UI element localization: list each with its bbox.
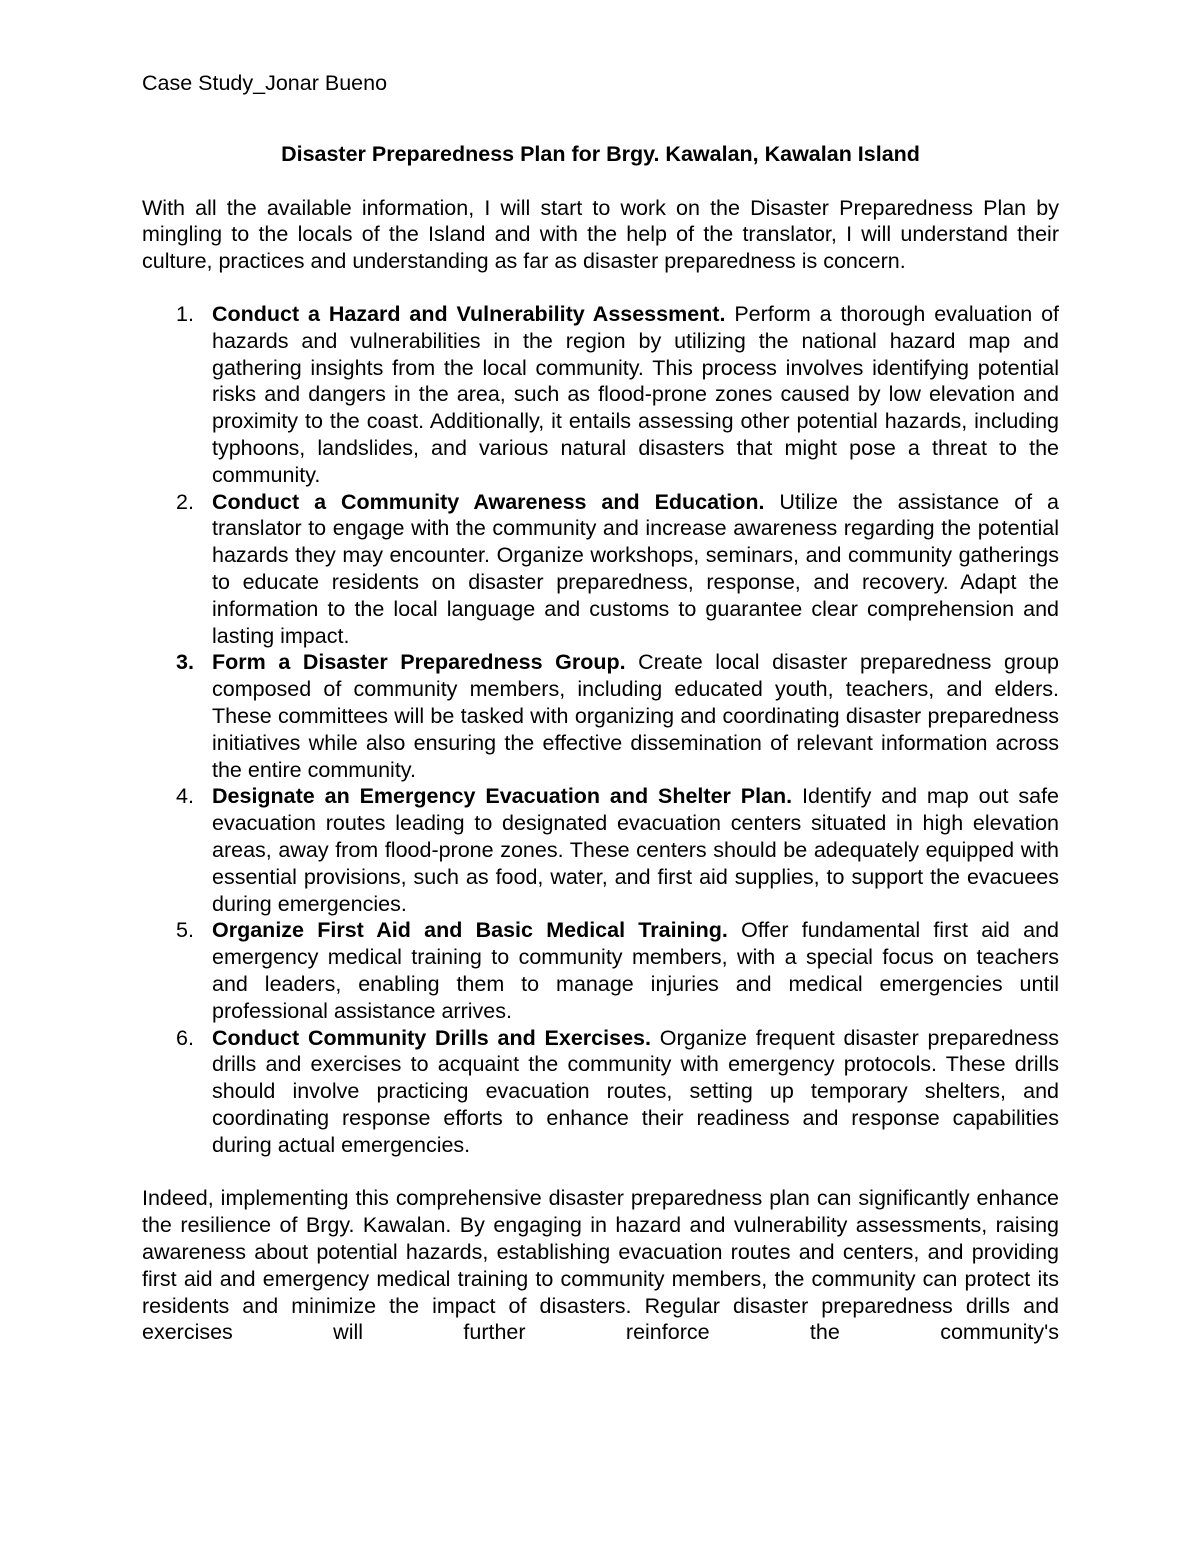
list-item bbox=[142, 1025, 1059, 1159]
step-title: Designate an Emergency Evacuation and Shelter Plan. bbox=[212, 784, 793, 809]
step-title: Conduct a Community Awareness and Education. bbox=[212, 489, 765, 514]
document-header: Case Study_Jonar Bueno bbox=[142, 71, 388, 95]
list-item bbox=[142, 489, 1059, 650]
step-title: Conduct a Hazard and Vulnerability Assessment. bbox=[212, 301, 726, 326]
list-item bbox=[142, 649, 1059, 783]
step-number: 5. bbox=[176, 918, 194, 943]
intro-paragraph: With all the available information, I will start to work on the Disaster Preparedness Plan by mingling to the locals of the Island and with the help of the translator, I will understand their culture, practices and understanding as far as disaster preparedness is concern. bbox=[142, 195, 1059, 274]
step-text: Offer fundamental first aid and emergency medical training to community members, with a special focus on teachers and leaders, enabling them to manage injuries and medical emergencies until professional assistance arrives. bbox=[212, 918, 1060, 1023]
steps-list bbox=[142, 301, 1059, 1159]
step-number: 3. bbox=[176, 650, 194, 675]
step-number: 6. bbox=[176, 1025, 194, 1050]
step-number: 1. bbox=[176, 301, 194, 326]
list-item bbox=[142, 783, 1059, 917]
document-title: Disaster Preparedness Plan for Brgy. Kawalan, Kawalan Island bbox=[281, 141, 920, 166]
conclusion-paragraph: Indeed, implementing this comprehensive disaster preparedness plan can significantly enhance the resilience of Brgy. Kawalan. By engaging in hazard and vulnerability assessments, raising awareness about potential hazards, establishing evacuation routes and centers, and providing first aid and emergency medical training to community members, the community can protect its residents and minimize the impact of disasters. Regular disaster preparedness drills and exercises will further reinforce the community's bbox=[142, 1186, 1059, 1345]
step-title: Form a Disaster Preparedness Group. bbox=[212, 650, 626, 675]
step-number: 4. bbox=[176, 784, 194, 809]
step-text: Create local disaster preparedness group composed of community members, including educated youth, teachers, and elders. These committees will be tasked with organizing and coordinating disaster preparedness initiatives while also ensuring the effective dissemination of relevant information across the entire community. bbox=[212, 650, 1059, 782]
document-page bbox=[142, 70, 1059, 1346]
step-title: Organize First Aid and Basic Medical Training. bbox=[212, 918, 728, 943]
step-text: Perform a thorough evaluation of hazards and vulnerabilities in the region by utilizing the national hazard map and gathering insights from the local community. This process involves identifying potential risks and dangers in the area, such as flood-prone zones caused by low elevation and proximity to the coast. Additionally, it entails assessing other potential hazards, including typhoons, landslides, and various natural disasters that might pose a threat to the community. bbox=[212, 301, 1059, 487]
step-text: Utilize the assistance of a translator to engage with the community and increase awareness regarding the potential hazards they may encounter. Organize workshops, seminars, and community gatherings to educate residents on disaster preparedness, response, and recovery. Adapt the information to the local language and customs to guarantee clear comprehension and lasting impact. bbox=[212, 489, 1060, 648]
step-text: Organize frequent disaster preparedness drills and exercises to acquaint the community with emergency protocols. These drills should involve practicing evacuation routes, setting up temporary shelters, and coordinating response efforts to enhance their readiness and response capabilities during actual emergencies. bbox=[212, 1025, 1059, 1157]
list-item bbox=[142, 301, 1059, 489]
list-item bbox=[142, 917, 1059, 1024]
step-title: Conduct Community Drills and Exercises. bbox=[212, 1025, 651, 1050]
step-number: 2. bbox=[176, 489, 194, 514]
step-text: Identify and map out safe evacuation routes leading to designated evacuation centers situated in high elevation areas, away from flood-prone zones. These centers should be adequately equipped with essential provisions, such as food, water, and first aid supplies, to support the evacuees during emergencies. bbox=[212, 784, 1059, 916]
